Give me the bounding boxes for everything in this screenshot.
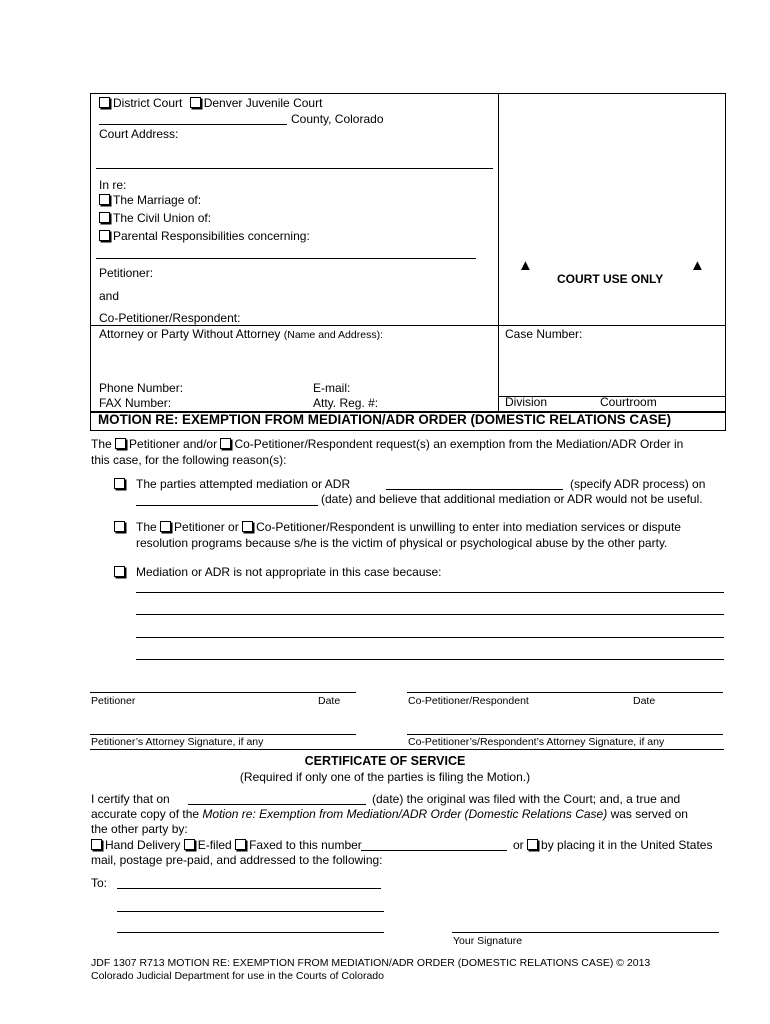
reason3-line-4[interactable] [136,659,724,660]
service-method-row [91,838,362,852]
reason3-line-1[interactable] [136,592,724,593]
court-address-line[interactable] [96,168,493,169]
courtroom-label: Courtroom [600,395,657,409]
page-title: MOTION RE: EXEMPTION FROM MEDIATION/ADR ORDER (DOMESTIC RELATIONS CASE) [98,412,672,427]
intro-petitioner-checkbox[interactable] [115,438,126,449]
reason3-text: Mediation or ADR is not appropriate in this case because: [136,565,442,579]
civil-union-label: The Civil Union of: [113,211,212,225]
parental-label: Parental Responsibilities concerning: [113,229,310,243]
cert-line5: mail, postage pre-paid, and addressed to the following: [91,853,383,867]
adr-process-blank[interactable] [386,489,563,490]
parental-row [99,229,310,243]
or-label: or [513,838,524,852]
address-line-1[interactable] [117,888,381,889]
intro-petitioner-label: Petitioner and/or [129,437,218,451]
reason3-checkbox[interactable] [114,566,125,577]
footer-line1: JDF 1307 R713 MOTION RE: EXEMPTION FROM MEDIATION/ADR ORDER (DOMESTIC RELATIONS CASE) © 2013 [91,957,651,969]
pet-attorney-label: Petitioner’s Attorney Signature, if any [91,736,264,748]
marriage-checkbox[interactable] [99,194,110,205]
reason2-petitioner-checkbox[interactable] [160,521,171,532]
phone-label: Phone Number: [99,381,184,395]
reason2-co-petitioner-checkbox[interactable] [242,521,253,532]
county-label: County, Colorado [291,112,384,126]
co-attorney-label: Co-Petitioner’s/Respondent’s Attorney Signature, if any [408,736,665,748]
petitioner-signature-line[interactable] [90,692,356,693]
intro-line1 [91,437,683,451]
marriage-label: The Marriage of: [113,193,202,207]
attorney-label-row [99,327,383,341]
intro-line2: this case, for the following reason(s): [91,453,287,467]
caption-separator [90,325,725,326]
court-select-row [99,96,322,110]
mail-row [513,838,712,852]
date1-label: Date [318,695,341,707]
petitioner-label: Petitioner: [99,266,154,280]
court-use-only-label: COURT USE ONLY [557,272,664,286]
civil-union-checkbox[interactable] [99,212,110,223]
case-number-label: Case Number: [505,327,583,341]
co-petitioner-signature-line[interactable] [407,692,723,693]
intro-co-petitioner-label: Co-Petitioner/Respondent request(s) an exemption from the Mediation/ADR Order in [234,437,684,451]
reason1-text-b: (specify ADR process) on [570,477,706,491]
denver-juvenile-court-label: Denver Juvenile Court [203,96,323,110]
section-divider [90,749,724,750]
to-label: To: [91,876,108,890]
mail-label: by placing it in the United States [541,838,713,852]
address-line-3[interactable] [117,932,384,933]
parties-line[interactable] [96,258,476,259]
efiled-checkbox[interactable] [184,839,195,850]
denver-juvenile-court-checkbox[interactable] [190,97,201,108]
civil-union-row [99,211,211,225]
reason1-text-c: (date) and believe that additional mediation or ADR would not be useful. [321,492,703,506]
reason2-checkbox[interactable] [114,521,125,532]
caption-box [90,93,726,413]
reason2-the: The [136,520,157,534]
attorney-paren: (Name and Address): [283,329,383,341]
cert-line2-italic: Motion re: Exemption from Mediation/ADR Order (Domestic Relations Case) [202,807,608,821]
pet-attorney-signature-line[interactable] [90,734,356,735]
efiled-label: E-filed [197,838,232,852]
co-petitioner-sig-label: Co-Petitioner/Respondent [408,695,529,707]
certificate-heading: CERTIFICATE OF SERVICE [304,754,466,768]
hand-delivery-label: Hand Delivery [105,838,181,852]
cert-line1-a: I certify that on [91,792,170,806]
fax-label: FAX Number: [99,396,172,410]
date2-label: Date [633,695,656,707]
court-address-label: Court Address: [99,127,179,141]
petitioner-sig-label: Petitioner [91,695,136,707]
address-line-2[interactable] [117,911,384,912]
reason3-line-3[interactable] [136,637,724,638]
and-label: and [99,289,120,303]
your-signature-line[interactable] [452,932,719,933]
district-court-label: District Court [113,96,183,110]
triangle-left-icon: ▲ [518,257,533,274]
reason2-line2: resolution programs because s/he is the victim of physical or psychological abuse by the other party. [136,536,668,550]
reason3-line-2[interactable] [136,614,724,615]
parental-checkbox[interactable] [99,230,110,241]
in-re-label: In re: [99,178,127,192]
hand-delivery-checkbox[interactable] [91,839,102,850]
division-label: Division [505,395,548,409]
co-attorney-signature-line[interactable] [407,734,723,735]
reason2-petitioner-label: Petitioner or [174,520,239,534]
district-court-checkbox[interactable] [99,97,110,108]
cert-line2-b: was served on [610,807,688,821]
faxed-label: Faxed to this number [249,838,362,852]
your-signature-label: Your Signature [453,935,523,947]
atty-reg-label: Atty. Reg. #: [313,396,379,410]
cert-line2-a: accurate copy of the [91,807,200,821]
footer-line2: Colorado Judicial Department for use in the Courts of Colorado [91,970,384,982]
email-label: E-mail: [313,381,351,395]
certificate-subheading: (Required if only one of the parties is filing the Motion.) [239,770,531,784]
county-blank[interactable] [99,124,287,125]
intro-co-petitioner-checkbox[interactable] [220,438,231,449]
reason1-checkbox[interactable] [114,478,125,489]
intro-the: The [91,437,112,451]
caption-divider [498,93,499,412]
reason2-line1 [136,520,681,534]
reason1-text-a: The parties attempted mediation or ADR [136,477,351,491]
faxed-checkbox[interactable] [235,839,246,850]
mediation-date-blank[interactable] [136,505,318,506]
reason2-co-petitioner-label: Co-Petitioner/Respondent is unwilling to enter into mediation services or dispute [256,520,681,534]
co-petitioner-label: Co-Petitioner/Respondent: [99,311,241,325]
cert-line1-b: (date) the original was filed with the Court; and, a true and [372,792,681,806]
fax-number-blank[interactable] [361,850,507,851]
attorney-label: Attorney or Party Without Attorney [99,327,281,341]
marriage-row [99,193,201,207]
cert-line2 [91,807,688,821]
triangle-right-icon: ▲ [690,257,705,274]
cert-line3: the other party by: [91,822,188,836]
filing-date-blank[interactable] [188,804,366,805]
mail-checkbox[interactable] [527,839,538,850]
